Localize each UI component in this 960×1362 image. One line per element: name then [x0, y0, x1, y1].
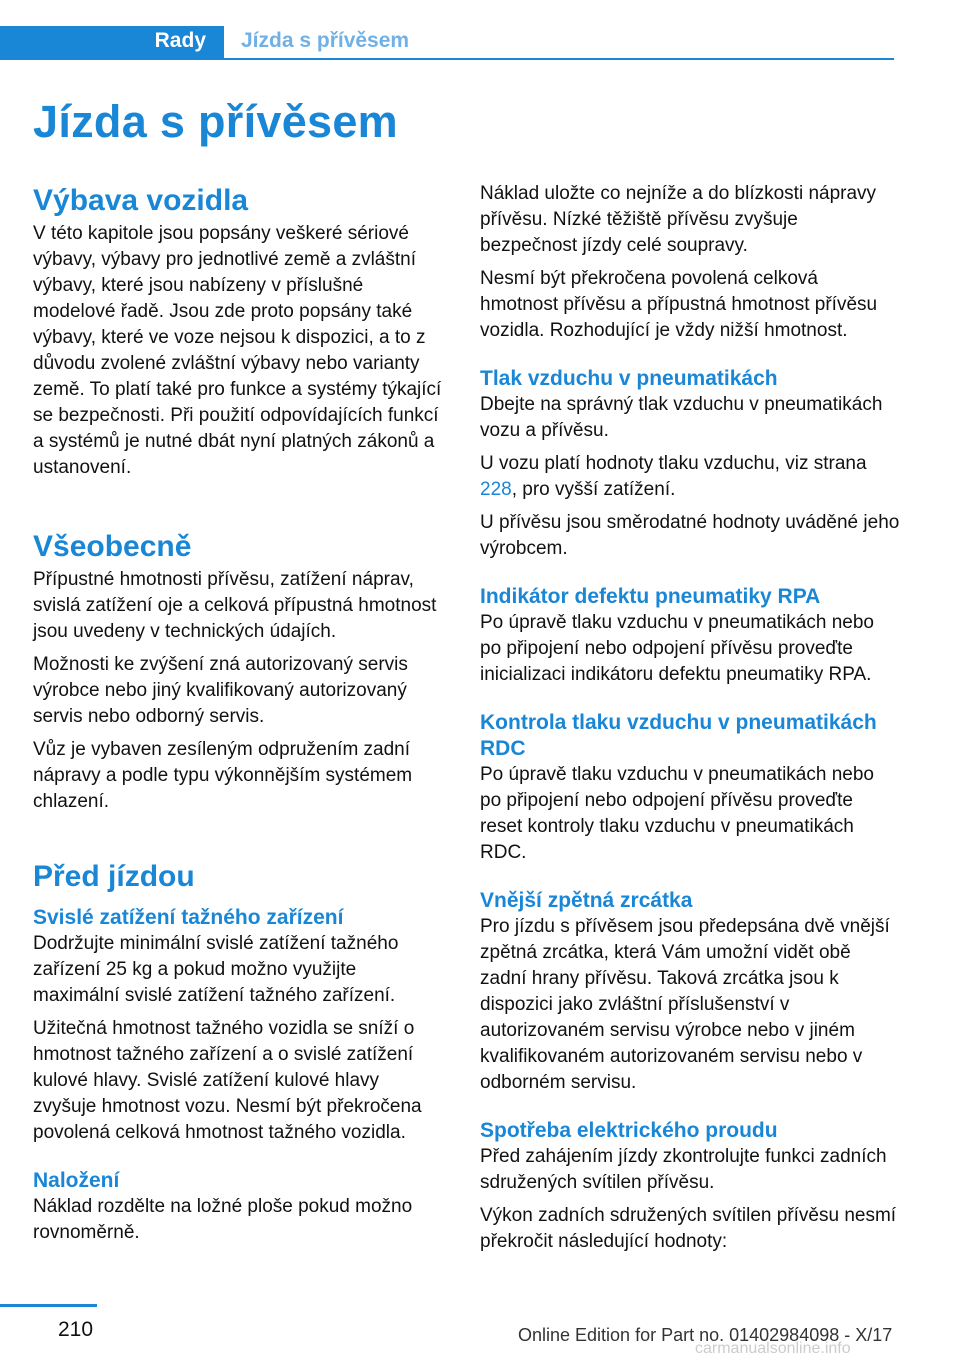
- text-span: , pro vyšší zatížení.: [511, 479, 676, 500]
- page-link[interactable]: 228: [480, 479, 512, 500]
- paragraph: Náklad rozdělte na ložné ploše pokud možno rovnoměrně.: [33, 1196, 413, 1243]
- paragraph: Pro jízdu s přívěsem jsou předepsána dvě vnější zpětná zrcátka, která Vám umožní vidět obě zadní hrany přívěsu. Taková zrcátka jsou k dispozici jako zvláštní příslušenství v autorizovaném servisu výrobce nebo v jiném kvalifikovaném autorizovaném servisu nebo v odborném servisu.: [480, 916, 890, 1093]
- paragraph: Po úpravě tlaku vzduchu v pneumatikách nebo po připojení nebo odpojení přívěsu proveďte inicializaci indikátoru defektu pneumatiky RPA.: [480, 612, 874, 685]
- paragraph: Náklad uložte co nejníže a do blízkosti nápravy přívěsu. Nízké těžiště přívěsu zvyšuje bezpečnost jízdy celé soupravy.: [480, 183, 877, 256]
- paragraph: Dbejte na správný tlak vzduchu v pneumatikách vozu a přívěsu.: [480, 394, 883, 441]
- paragraph: Před zahájením jízdy zkontrolujte funkci zadních sdružených svítilen přívěsu.: [480, 1146, 887, 1193]
- header-breadcrumb-title[interactable]: Jízda s přívěsem: [241, 29, 410, 52]
- subheading-tongue-load: Svislé zatížení tažného zařízení: [33, 906, 344, 929]
- paragraph: U přívěsu jsou směrodatné hodnoty uváděné jeho výrobcem.: [480, 512, 900, 559]
- header-divider: [224, 58, 894, 60]
- subheading-rpa: Indikátor defektu pneumatiky RPA: [480, 585, 821, 608]
- left-column: [33, 181, 445, 1253]
- subheading-rdc: Kontrola tlaku vzduchu v pneumatikách RDC: [480, 711, 877, 760]
- section-heading-before-driving: Před jízdou: [33, 860, 195, 893]
- section-heading-general: Všeobecně: [33, 530, 192, 563]
- paragraph: Přípustné hmotnosti přívěsu, zatížení náprav, svislá zatížení oje a celková přípustná hmotnost jsou uvedeny v technických údajích.: [33, 569, 437, 642]
- paragraph: Po úpravě tlaku vzduchu v pneumatikách nebo po připojení nebo odpojení přívěsu proveďte reset kontroly tlaku vzduchu v pneumatikách RDC.: [480, 764, 874, 863]
- edition-note: Online Edition for Part no. 01402984098 - X/17: [518, 1325, 893, 1345]
- right-column: [480, 181, 900, 1262]
- text-span: U vozu platí hodnoty tlaku vzduchu, viz strana: [480, 453, 867, 474]
- footer-divider: [0, 1304, 97, 1307]
- paragraph: Možnosti ke zvýšení zná autorizovaný servis výrobce nebo jiný kvalifikovaný autorizovaný servis nebo odborný servis.: [33, 654, 408, 727]
- paragraph: Výkon zadních sdružených svítilen přívěsu nesmí překročit následující hodnoty:: [480, 1205, 897, 1252]
- page-title: Jízda s přívěsem: [33, 96, 398, 147]
- paragraph: Nesmí být překročena povolená celková hmotnost přívěsu a přípustná hmotnost přívěsu vozidla. Rozhodující je vždy nižší hmotnost.: [480, 268, 878, 341]
- subheading-tyre-pressure: Tlak vzduchu v pneumatikách: [480, 367, 778, 390]
- subheading-power: Spotřeba elektrického proudu: [480, 1119, 778, 1142]
- paragraph-with-link: [480, 451, 900, 503]
- subheading-mirrors: Vnější zpětná zrcátka: [480, 889, 693, 912]
- page-number: 210: [58, 1318, 94, 1341]
- subheading-loading: Naložení: [33, 1169, 120, 1192]
- section-heading-equipment: Výbava vozidla: [33, 184, 249, 217]
- header-section-label: Rady: [154, 29, 206, 52]
- watermark: carmanualsonline.info: [695, 1340, 851, 1357]
- paragraph: V této kapitole jsou popsány veškeré sériové výbavy, výbavy pro jednotlivé země a zvláštní výbavy, které jsou nabízeny v příslušné modelové řadě. Jsou zde proto popsány také výbavy, které ve voze nejsou k dispozici, a to z důvodu zvolené zvláštní výbavy nebo varianty země. To platí také pro funkce a systémy týkající se bezpečnosti. Při použití odpovídajících funkcí a systémů je nutné dbát nyní platných zákonů a ustanovení.: [33, 223, 442, 478]
- paragraph: Dodržujte minimální svislé zatížení tažného zařízení 25 kg a pokud možno využijte maximální svislé zatížení tažného zařízení.: [33, 933, 399, 1006]
- paragraph: Vůz je vybaven zesíleným odpružením zadní nápravy a podle typu výkonnějším systémem chlazení.: [33, 739, 413, 812]
- paragraph: Užitečná hmotnost tažného vozidla se sníží o hmotnost tažného zařízení a o svislé zatížení kulové hlavy. Svislé zatížení kulové hlavy zvyšuje hmotnost vozu. Nesmí být překročena povolená celková hmotnost tažného vozidla.: [33, 1018, 422, 1143]
- header-section-tab[interactable]: [0, 26, 224, 60]
